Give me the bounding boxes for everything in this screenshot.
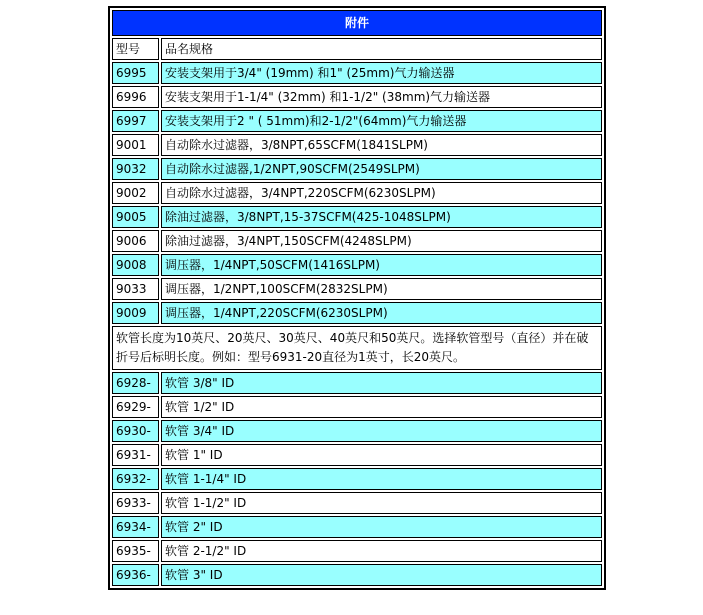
spec-cell: 除油过滤器，3/4NPT,150SCFM(4248SLPM)	[161, 230, 602, 252]
model-cell: 6935-	[112, 540, 159, 562]
model-cell: 6932-	[112, 468, 159, 490]
spec-cell: 软管 1-1/4" ID	[161, 468, 602, 490]
model-cell: 9005	[112, 206, 159, 228]
spec-cell: 软管 1" ID	[161, 444, 602, 466]
table-header-row	[112, 10, 602, 36]
hose-note: 软管长度为10英尺、20英尺、30英尺、40英尺和50英尺。选择软管型号（直径）并在破折号后标明长度。例如：型号6931-20直径为1英寸，长20英尺。	[112, 326, 602, 370]
spec-cell: 安装支架用于2 " ( 51mm)和2-1/2"(64mm)气力输送器	[161, 110, 602, 132]
table-row	[112, 206, 602, 228]
model-cell: 9009	[112, 302, 159, 324]
spec-cell: 软管 3" ID	[161, 564, 602, 586]
model-cell: 6997	[112, 110, 159, 132]
table-row	[112, 86, 602, 108]
table-row	[112, 516, 602, 538]
model-cell: 6930-	[112, 420, 159, 442]
table-row	[112, 444, 602, 466]
spec-cell: 软管 2-1/2" ID	[161, 540, 602, 562]
column-header-row	[112, 38, 602, 60]
model-cell: 6933-	[112, 492, 159, 514]
table-row	[112, 254, 602, 276]
table-row	[112, 420, 602, 442]
table-row	[112, 278, 602, 300]
spec-cell: 软管 3/8" ID	[161, 372, 602, 394]
table-row	[112, 230, 602, 252]
spec-cell: 软管 3/4" ID	[161, 420, 602, 442]
table-row	[112, 182, 602, 204]
table-row	[112, 110, 602, 132]
model-cell: 6934-	[112, 516, 159, 538]
table-row	[112, 492, 602, 514]
model-cell: 6936-	[112, 564, 159, 586]
model-cell: 9033	[112, 278, 159, 300]
table-row	[112, 134, 602, 156]
model-cell: 9006	[112, 230, 159, 252]
table-title: 附件	[112, 10, 602, 36]
model-cell: 6929-	[112, 396, 159, 418]
table-row	[112, 564, 602, 586]
spec-cell: 安装支架用于3/4" (19mm) 和1" (25mm)气力输送器	[161, 62, 602, 84]
table-row	[112, 468, 602, 490]
spec-cell: 除油过滤器，3/8NPT,15-37SCFM(425-1048SLPM)	[161, 206, 602, 228]
hose-note-row	[112, 326, 602, 370]
spec-cell: 调压器，1/4NPT,220SCFM(6230SLPM)	[161, 302, 602, 324]
model-cell: 9032	[112, 158, 159, 180]
column-header-model: 型号	[112, 38, 159, 60]
accessories-table	[110, 8, 604, 588]
model-cell: 6928-	[112, 372, 159, 394]
model-cell: 9002	[112, 182, 159, 204]
model-cell: 6995	[112, 62, 159, 84]
table-row	[112, 158, 602, 180]
spec-cell: 调压器，1/4NPT,50SCFM(1416SLPM)	[161, 254, 602, 276]
model-cell: 9001	[112, 134, 159, 156]
spec-cell: 自动除水过滤器，3/4NPT,220SCFM(6230SLPM)	[161, 182, 602, 204]
column-header-spec: 品名规格	[161, 38, 602, 60]
table-row	[112, 372, 602, 394]
spec-cell: 自动除水过滤器，3/8NPT,65SCFM(1841SLPM)	[161, 134, 602, 156]
spec-cell: 调压器，1/2NPT,100SCFM(2832SLPM)	[161, 278, 602, 300]
spec-cell: 软管 1-1/2" ID	[161, 492, 602, 514]
model-cell: 6996	[112, 86, 159, 108]
accessories-table-frame	[108, 6, 606, 590]
model-cell: 6931-	[112, 444, 159, 466]
table-row	[112, 540, 602, 562]
spec-cell: 安装支架用于1-1/4" (32mm) 和1-1/2" (38mm)气力输送器	[161, 86, 602, 108]
model-cell: 9008	[112, 254, 159, 276]
spec-cell: 软管 2" ID	[161, 516, 602, 538]
table-row	[112, 302, 602, 324]
spec-cell: 软管 1/2" ID	[161, 396, 602, 418]
table-row	[112, 396, 602, 418]
table-row	[112, 62, 602, 84]
spec-cell: 自动除水过滤器,1/2NPT,90SCFM(2549SLPM)	[161, 158, 602, 180]
